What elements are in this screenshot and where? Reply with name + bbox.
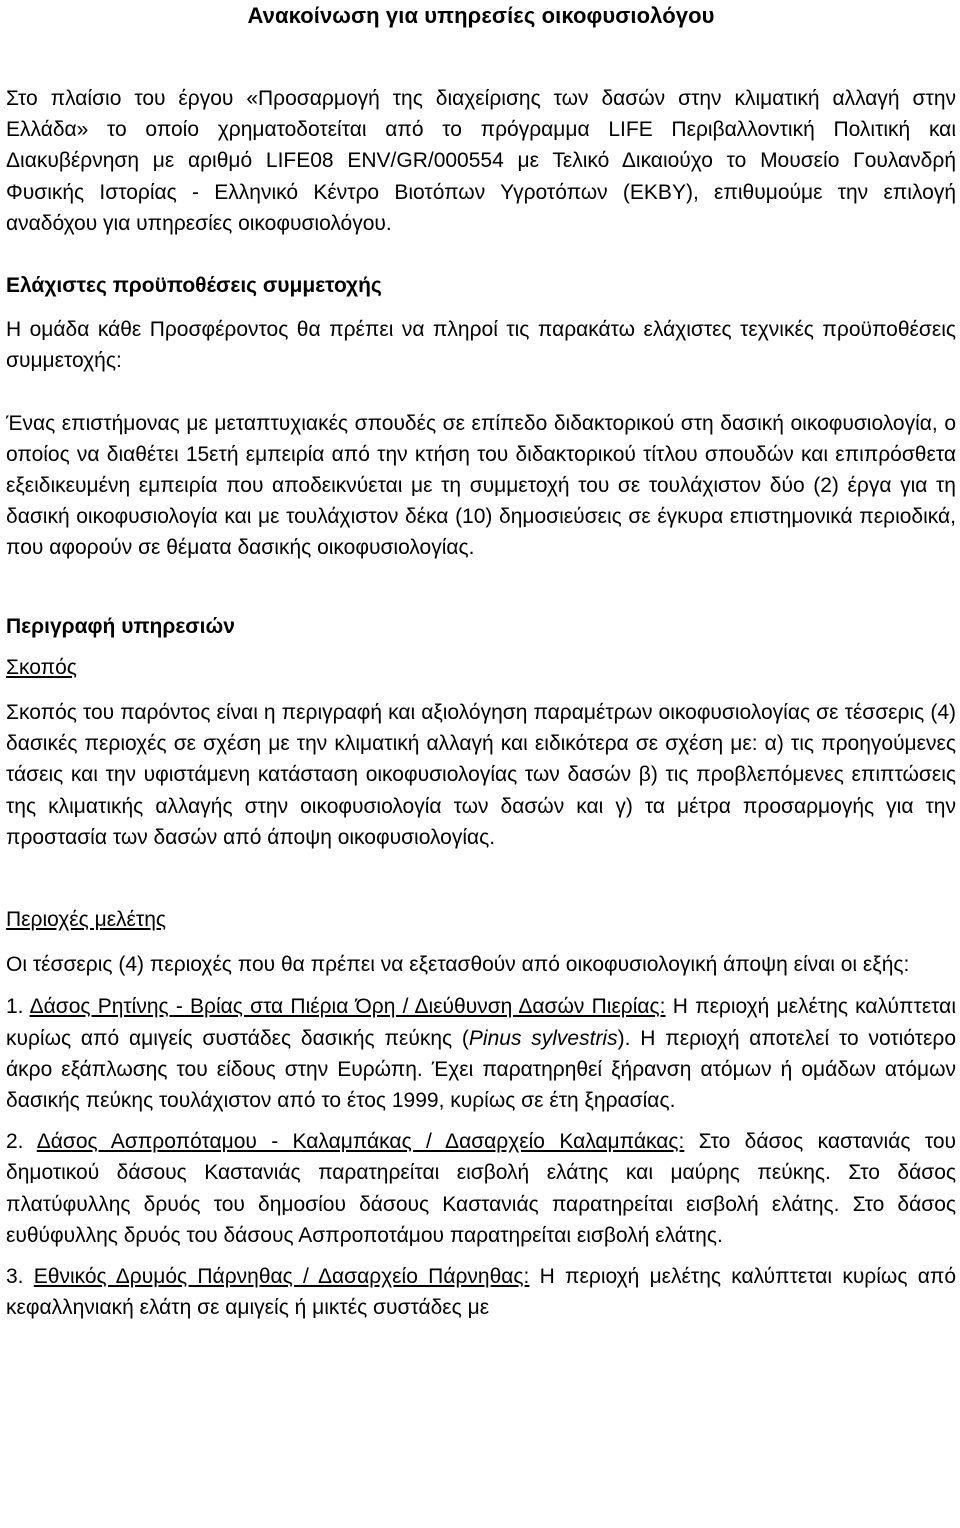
area-text: Η περιοχή μελέτης καλύπτεται κυρίως από κεφαλληνιακή ελάτη σε αμιγείς ή μικτές συστάδες με	[6, 1265, 956, 1320]
description-heading: Περιγραφή υπηρεσιών	[6, 614, 235, 638]
area-text-continued: ). Η περιοχή αποτελεί το νοτιότερο άκρο εξάπλωσης του είδους στην Ευρώπη. Έχει παρατηρηθεί ξήρανση ατόμων ή ομάδων ατόμων δασικής πεύκης τουλάχιστον από το έτος 1999, κυρίως σε έτη ξηρασίας.	[6, 1026, 956, 1113]
areas-intro: Οι τέσσερις (4) περιοχές που θα πρέπει να εξετασθούν από οικοφυσιολογική άποψη είναι οι εξής:	[6, 953, 910, 977]
area-number: 3.	[6, 1265, 34, 1289]
area-item-3	[6, 1261, 956, 1323]
areas-label: Περιοχές μελέτης	[6, 908, 167, 932]
area-name: Δάσος Ασπροπόταμου - Καλαμπάκας / Δασαρχείο Καλαμπάκας:	[36, 1130, 685, 1154]
area-text: Στο δάσος καστανιάς του δημοτικού δάσους Καστανιάς παρατηρείται εισβολή ελάτης και μαύρης πεύκης. Στο δάσος πλατύφυλλης δρυός του δημοσίου δάσους Καστανιάς παρατηρείται εισβολή ελάτης. Στο δάσος ευθύφυλλης δρυός του δάσους Ασπροποτάμου παρατηρείται εισβολή ελάτης.	[6, 1130, 956, 1247]
species-name: Pinus sylvestris	[468, 1026, 618, 1050]
document-page	[6, 0, 956, 1324]
goal-label: Σκοπός	[6, 655, 77, 679]
goal-paragraph: Σκοπός του παρόντος είναι η περιγραφή και αξιολόγηση παραμέτρων οικοφυσιολογίας σε τέσσερις (4) δασικές περιοχές σε σχέση με την κλιματική αλλαγή και ειδικότερα σε σχέση με: α) τις προηγούμενες τάσεις και την υφιστάμενη κατάσταση οικοφυσιολογίας των δασών β) τις προβλεπόμενες επιπτώσεις της κλιματικής αλλαγής στην οικοφυσιολογία των δασών και γ) τα μέτρα προσαρμογής για την προστασία των δασών από άποψη οικοφυσιολογίας.	[6, 701, 956, 849]
requirements-heading: Ελάχιστες προϋποθέσεις συμμετοχής	[6, 274, 382, 298]
area-text: Η περιοχή μελέτης καλύπτεται κυρίως από αμιγείς συστάδες δασικής πεύκης (	[6, 995, 956, 1050]
area-item-2	[6, 1126, 956, 1251]
document-title: Ανακοίνωση για υπηρεσίες οικοφυσιολόγου	[247, 3, 715, 28]
area-item-1	[6, 991, 956, 1116]
area-name: Δάσος Ρητίνης - Βρίας στα Πιέρια Όρη / Διεύθυνση Δασών Πιερίας:	[29, 995, 666, 1019]
area-name: Εθνικός Δρυμός Πάρνηθας / Δασαρχείο Πάρνηθας:	[33, 1265, 530, 1289]
intro-paragraph: Στο πλαίσιο του έργου «Προσαρμογή της διαχείρισης των δασών στην κλιματική αλλαγή στην Ελλάδα» το οποίο χρηματοδοτείται από το πρόγραμμα LIFE Περιβαλλοντική Πολιτική και Διακυβέρνηση με αριθμό LIFE08 ENV/GR/000554 με Τελικό Δικαιούχο το Μουσείο Γουλανδρή Φυσικής Ιστορίας - Ελληνικό Κέντρο Βιοτόπων Υγροτόπων (ΕΚΒΥ), επιθυμούμε την επιλογή αναδόχου για υπηρεσίες οικοφυσιολόγου.	[6, 87, 956, 235]
requirements-detail: Ένας επιστήμονας με μεταπτυχιακές σπουδές σε επίπεδο διδακτορικού στη δασική οικοφυσιολογία, ο οποίος να διαθέτει 15ετή εμπειρία από την κτήση του διδακτορικού τίτλου σπουδών και επιπρόσθετα εξειδικευμένη εμπειρία που αποδεικνύεται με τη συμμετοχή του σε τουλάχιστον δύο (2) έργα για τη δασική οικοφυσιολογία και με τουλάχιστον δέκα (10) δημοσιεύσεις σε έγκυρα επιστημονικά περιοδικά, που αφορούν σε θέματα δασικής οικοφυσιολογίας.	[6, 411, 956, 560]
area-number: 1.	[6, 995, 30, 1019]
area-number: 2.	[6, 1130, 37, 1154]
requirements-text: Η ομάδα κάθε Προσφέροντος θα πρέπει να πληροί τις παρακάτω ελάχιστες τεχνικές προϋποθέσεις συμμετοχής:	[6, 318, 956, 373]
